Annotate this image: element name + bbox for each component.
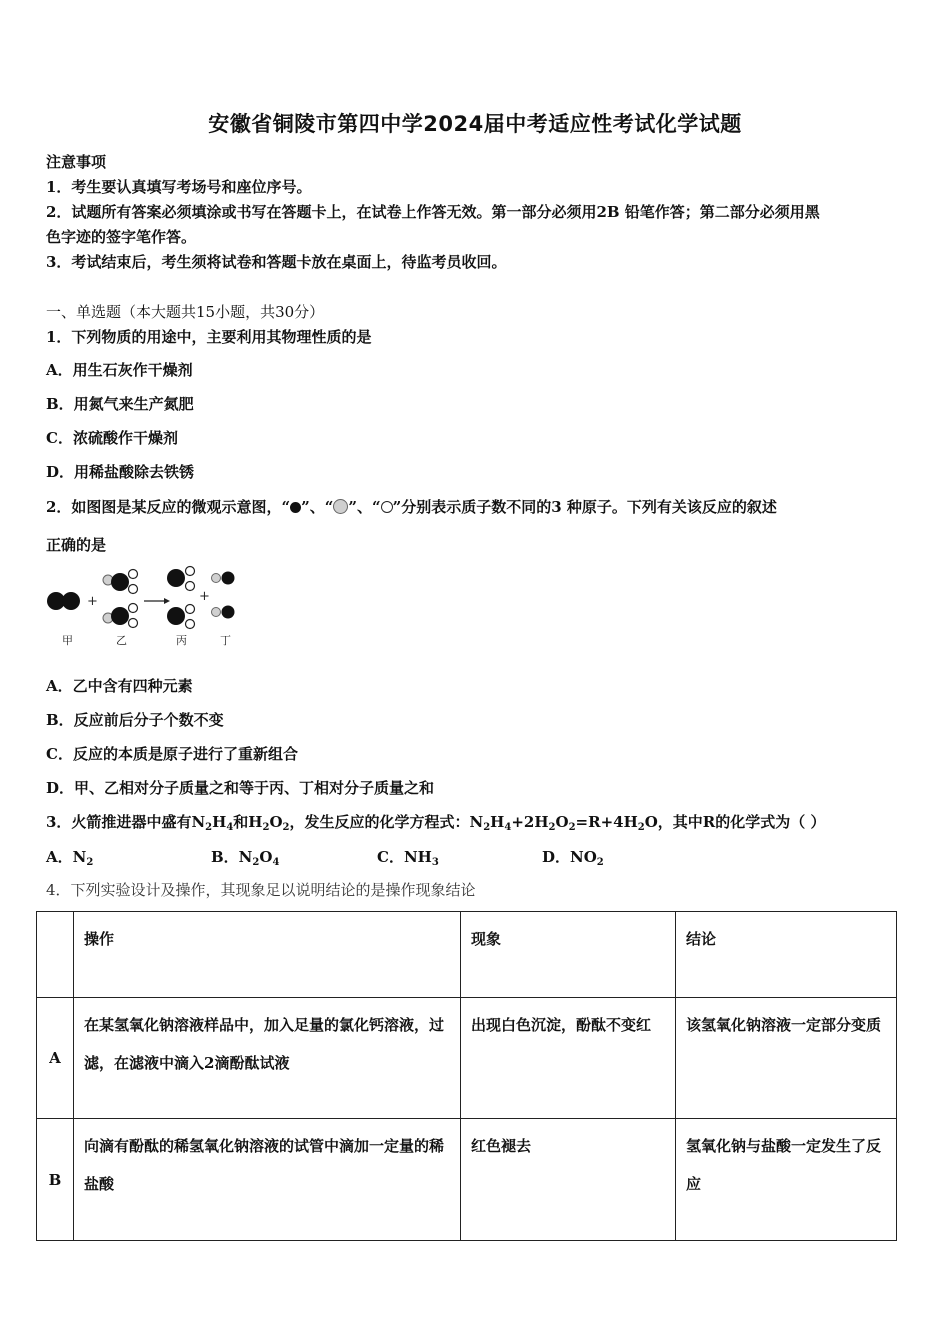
q3-text: O bbox=[555, 813, 569, 831]
q3-option-b bbox=[211, 847, 279, 867]
q3-option-c bbox=[377, 847, 439, 867]
q3-sub: 2 bbox=[86, 857, 94, 868]
q3-option-c-text: C．NH bbox=[377, 848, 432, 866]
q2-stem-part: ”、“ bbox=[348, 498, 381, 516]
q3-sub: 2 bbox=[596, 857, 604, 868]
reaction-diagram bbox=[40, 560, 250, 652]
q3-option-d-text: D．NO bbox=[542, 848, 597, 866]
q3-sub: 2 bbox=[262, 822, 270, 833]
label-bing: 丙 bbox=[176, 634, 187, 647]
header-cell: 操作 bbox=[74, 912, 461, 998]
q3-sub: 2 bbox=[483, 822, 491, 833]
header-cell: 现象 bbox=[461, 912, 676, 998]
q3-option-d bbox=[542, 847, 604, 867]
label-ding: 丁 bbox=[220, 634, 231, 647]
table-header-row bbox=[37, 912, 897, 998]
label-jia: 甲 bbox=[62, 634, 73, 647]
q1-option-a: A．用生石灰作干燥剂 bbox=[46, 361, 193, 379]
notice-item: 2．试题所有答案必须填涂或书写在答题卡上，在试卷上作答无效。第一部分必须用2B 铅笔作答；第二部分必须用黑 bbox=[46, 203, 820, 221]
conclusion-cell: 该氢氧化钠溶液一定部分变质 bbox=[676, 998, 897, 1119]
operation-cell: 在某氢氧化钠溶液样品中，加入足量的氯化钙溶液，过滤，在滤液中滴入2滴酚酞试液 bbox=[74, 998, 461, 1119]
q3-text: H bbox=[490, 813, 505, 831]
label-yi: 乙 bbox=[116, 634, 127, 647]
q3-text: =R+4H bbox=[575, 813, 638, 831]
q2-stem-part: ”、“ bbox=[301, 498, 334, 516]
q3-option-b-text: O bbox=[259, 848, 273, 866]
q2-option-d: D．甲、乙相对分子质量之和等于丙、丁相对分子质量之和 bbox=[46, 779, 435, 797]
q2-stem-part: ”分别表示质子数不同的3 种原子。下列有关该反应的叙述 bbox=[392, 498, 777, 516]
table-row bbox=[37, 998, 897, 1119]
experiment-table bbox=[36, 911, 897, 1241]
molecule-yi bbox=[103, 570, 138, 628]
q2-option-c: C．反应的本质是原子进行了重新组合 bbox=[46, 745, 298, 763]
shaded-atom-icon bbox=[333, 499, 348, 514]
q3-text: 和H bbox=[233, 813, 263, 831]
notice-item: 色字迹的签字笔作答。 bbox=[46, 228, 197, 246]
plus-sign: + bbox=[87, 594, 98, 609]
molecule-ding bbox=[212, 572, 235, 619]
q2-stem-part: 2．如图图是某反应的微观示意图，“ bbox=[46, 498, 291, 516]
section-heading: 一、单选题（本大题共15小题，共30分） bbox=[46, 303, 325, 321]
header-cell bbox=[37, 912, 74, 998]
row-label: B bbox=[37, 1119, 74, 1241]
q1-option-b: B．用氮气来生产氮肥 bbox=[46, 395, 194, 413]
q2-option-b: B．反应前后分子个数不变 bbox=[46, 711, 224, 729]
q3-sub: 2 bbox=[568, 822, 576, 833]
q2-stem-continued: 正确的是 bbox=[46, 536, 107, 554]
q3-sub: 2 bbox=[205, 822, 213, 833]
q1-option-c: C．浓硫酸作干燥剂 bbox=[46, 429, 178, 447]
page-title: 安徽省铜陵市第四中学2024届中考适应性考试化学试题 bbox=[208, 112, 742, 136]
q4-stem: 4．下列实验设计及操作，其现象足以说明结论的是操作现象结论 bbox=[46, 881, 476, 899]
reaction-diagram-svg bbox=[40, 560, 250, 652]
q3-sub: 4 bbox=[504, 822, 512, 833]
notice-item: 1．考生要认真填写考场号和座位序号。 bbox=[46, 178, 312, 196]
q2-stem bbox=[46, 497, 777, 517]
q1-option-d: D．用稀盐酸除去铁锈 bbox=[46, 463, 195, 481]
q3-sub: 2 bbox=[637, 822, 645, 833]
q3-sub: 2 bbox=[548, 822, 556, 833]
q3-option-a-text: A．N bbox=[46, 848, 87, 866]
molecule-jia bbox=[47, 592, 80, 610]
q3-sub: 4 bbox=[272, 857, 280, 868]
notice-heading: 注意事项 bbox=[46, 153, 107, 171]
header-cell: 结论 bbox=[676, 912, 897, 998]
q3-sub: 2 bbox=[282, 822, 290, 833]
operation-cell: 向滴有酚酞的稀氢氧化钠溶液的试管中滴加一定量的稀盐酸 bbox=[74, 1119, 461, 1241]
open-atom-icon bbox=[381, 501, 393, 513]
phenomenon-cell: 红色褪去 bbox=[461, 1119, 676, 1241]
row-label: A bbox=[37, 998, 74, 1119]
q3-stem bbox=[46, 812, 825, 832]
table-row bbox=[37, 1119, 897, 1241]
black-atom-icon bbox=[290, 502, 301, 513]
q3-option-a bbox=[46, 847, 93, 867]
notice-item: 3．考试结束后，考生须将试卷和答题卡放在桌面上，待监考员收回。 bbox=[46, 253, 507, 271]
q3-text: O bbox=[269, 813, 283, 831]
reaction-arrow bbox=[144, 598, 170, 604]
q1-stem: 1．下列物质的用途中，主要利用其物理性质的是 bbox=[46, 328, 372, 346]
q3-text: +2H bbox=[511, 813, 549, 831]
q3-sub: 2 bbox=[252, 857, 260, 868]
plus-sign: + bbox=[199, 589, 210, 604]
q3-text: ，发生反应的化学方程式：N bbox=[289, 813, 484, 831]
q3-text: H bbox=[212, 813, 227, 831]
conclusion-cell: 氢氧化钠与盐酸一定发生了反应 bbox=[676, 1119, 897, 1241]
q3-text: O，其中R的化学式为（ ） bbox=[644, 813, 826, 831]
q3-sub: 4 bbox=[226, 822, 234, 833]
q2-option-a: A．乙中含有四种元素 bbox=[46, 677, 193, 695]
phenomenon-cell: 出现白色沉淀，酚酞不变红 bbox=[461, 998, 676, 1119]
q3-text: 3．火箭推进器中盛有N bbox=[46, 813, 206, 831]
q3-sub: 3 bbox=[431, 857, 439, 868]
q3-option-b-text: B．N bbox=[211, 848, 253, 866]
molecule-bing bbox=[167, 567, 195, 629]
